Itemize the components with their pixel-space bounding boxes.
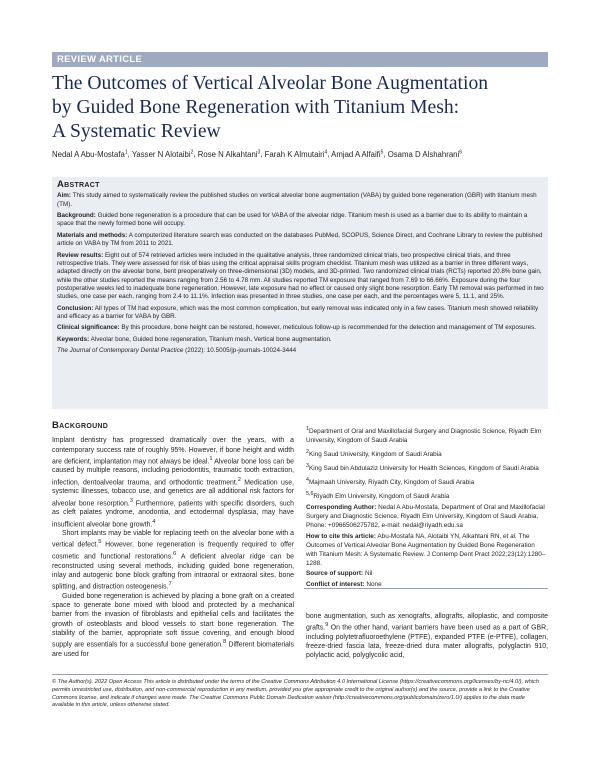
title-line: A Systematic Review (52, 121, 221, 142)
affiliation: $^2$King Saud University, Kingdom of Saudi Arabia (306, 448, 442, 459)
background-heading: Background (52, 420, 109, 431)
author: Rose N Alkahtani$^3$ (197, 149, 261, 159)
footer-divider (52, 674, 548, 675)
affiliation: $^{5,6}$Riyadh Elm University, Kingdom of Saudi Arabia (306, 491, 450, 501)
abstract-significance: Clinical significance: By this procedure, bone height can be restored, however, meticulous follow-up is recommended for the detection and management of TM exposures. (57, 324, 537, 332)
abstract-methods: Materials and methods: A computerized literature search was conducted on the databases PubMed, SCOPUS, Science Direct, and Cochrane Library to review the published article on VABA by TM from 2011 to 2021. (57, 231, 543, 248)
article-info (306, 425, 546, 592)
abstract-results: Review results: Eight out of 574 retrieved articles were included in the qualitative analysis, three randomized clinical trials, two prospective clinical trials, and three retrospective trials. They were assessed for risk of bias using the critical appraisal skills program checklist. Titanium mesh was utilized as a barrier in three different ways, adapted directly on the alveolar bone, bent preoperatively on three-dimensional (3D) models, and 3D-printed. Two randomized clinical trials (RCTs) reported 20.8% bone gain, while the other studies reported the means ranging from 2.56 to 4.78 mm. All studies reported TM exposure that ranged from 7.69 to 66.66%. Exposure during the four postoperative weeks led to inadequate bone regeneration. However, late exposure had no effect or caused only slight bone resorption. Early TM removal was performed in two studies, one case per each, ranging from 2.4 to 11.1%. Infection was presented in three studies, one case per each, and the percentages were 5, 11.1, and 25%. (57, 251, 544, 301)
abstract-citation: The Journal of Contemporary Dental Practice (2022): 10.5005/jp-journals-10024-3444 (57, 347, 297, 355)
paragraph: Guided bone regeneration is achieved by placing a bone graft on a created space to generate bone mixed with blood and protected by a mechanical barrier from the invasion of fibroblasts and epithelial cells and facilitates the growth of osteoblasts and blood vessels to start bone regeneration. The stability of the barrier, appropriate soft tissue covering, and enough blood supply are essentials for a successful bone generation.$^8$ Different biomaterials are used for (52, 592, 294, 658)
abstract-conclusion: Conclusion: All types of TM had exposure, which was the most common complication, but early removal was indicated only in a few cases. Titanium mesh showed reliability and efficacy as a barrier for VABA by GBR. (57, 304, 539, 320)
author: Amjad A Alfaifi$^5$ (331, 149, 384, 159)
conflict-of-interest: Conflict of interest: None (306, 581, 382, 589)
abstract (57, 181, 545, 359)
abstract-aim: Aim: This study aimed to systematically review the published studies on vertical alveolar bone augmentation (VABA) by guided bone regeneration (GBR) with titanium mesh (TM). (57, 192, 537, 208)
source-of-support: Source of support: Nil (306, 570, 373, 578)
corresponding-author: Corresponding Author: Nedal A Abu-Mostafa, Department of Oral and Maxillofacial Surgery and Diagnostic Science, Riyadh Elm University, Kingdom of Saudi Arabia, Phone: +0966506275782, e-mail: nedal@riyadh.edu.sa (306, 504, 545, 529)
how-to-cite: How to cite this article: Abu-Mostafa NA, Alotaibi YN, Alkahtani RN, et al. The Outcomes of Vertical Alveolar Bone Augmentation by Guided Bone Regeneration with Titanium Mesh: A Systematic Review. J Contemp Dent Pract 2022;23(12):1280–1288. (306, 532, 546, 567)
affiliation: $^1$Department of Oral and Maxillofacial Surgery and Diagnostic Science, Riyadh Elm University, Kingdom of Saudi Arabia (306, 426, 542, 445)
affiliation: $^4$Majmaah University, Riyadh City, Kingdom of Saudi Arabia (306, 477, 475, 487)
right-column-text (306, 612, 548, 661)
author: Farah K Almutairi$^4$ (264, 149, 328, 159)
author: Osama D Alshahrani$^6$ (387, 149, 463, 159)
title-line: by Guided Bone Regeneration with Titanium Mesh: (52, 97, 460, 118)
abstract-heading: Abstract (57, 179, 100, 190)
article-title (52, 72, 552, 144)
article-type-banner: REVIEW ARTICLE (52, 52, 548, 67)
paragraph: Implant dentistry has progressed dramatically over the years, with a contemporary success rate of roughly 95%. However, if bone height and width are deficient, implantation may not always be ideal.$^1$ Alveolar bone loss can be caused by multiple reasons, including periodontitis, traumatic tooth extraction, infection, dentoalveolar trauma, and orthodontic treatment.$^2$ Medication use, systemic illnesses, tobacco use, and genetics are all additional risk factors for alveolar bone resorption.$^3$ Furthermore, patients with specific disorders, such as cleft palates yndrome, anodontia, and ectodermal dysplasia, may have insufficient alveolar bone growth.$^4$ (52, 437, 294, 528)
author: Nedal A Abu-Mostafa$^1$ (52, 149, 128, 159)
abstract-keywords: Keywords: Alveolar bone, Guided bone regeneration, Titanium mesh, Vertical bone augmentation. (57, 335, 332, 343)
license-footer: © The Author(s). 2022 Open Access This article is distributed under the terms of the Creative Commons Attribution 4.0 International License (https://creativecommons.org/licenses/by-nc/4.0/), which permits unrestricted use, distribution, and non-commercial reproduction in any medium, provided you give appropriate credit to the original author(s) and the source, provide a link to the Creative Commons license, and indicate if changes were made. The Creative Commons Public Domain Dedication waiver (http://creativecommons.org/publicdomain/zero/1.0/) applies to the data made available in this article, unless otherwise stated. (52, 679, 539, 709)
background-section (52, 421, 294, 659)
author: Yasser N Alotaibi$^2$ (131, 149, 194, 159)
paragraph: bone augmentation, such as xenografts, allografts, alloplastic, and composite grafts.$^9$ On the other hand, variant barriers have been used as a part of GBR, including polytetrafluoroethylene (PTFE), expanded PTFE (e-PTFE), collagen, freeze-dried fascia lata, freeze-dried dura mater allografts, polyglactin 910, polylactic acid, polyglycolic acid, (306, 613, 548, 660)
affiliation: $^3$King Saud bin Abdulaziz University for Health Sciences, Kingdom of Saudi Arabia (306, 462, 539, 473)
paragraph: Short implants may be viable for replacing teeth on the alveolar bone with a vertical defect.$^5$ However, bone regeneration is frequently required to offer cosmetic and functional restorations.$^6$ A deficient alveolar ridge can be reconstructed using several methods, including guided bone regeneration, inlay and autogenic bone block grafting from intraoral or extraoral sites, bone splitting, and distraction osteogenesis.$^7$ (52, 530, 294, 591)
author-list: Nedal A Abu-Mostafa$^1$, Yasser N Alotaibi$^2$, Rose N Alkahtani$^3$, Farah K Almutairi$^4$, Amjad A Alfaifi$^5$, Osama D Alshahrani$^6$ (52, 149, 463, 159)
abstract-background: Background: Guided bone regeneration is a procedure that can be used for VABA of the alveolar ridge. Titanium mesh is used as a barrier due to its ability to maintain a space that the newly formed bone will occupy. (57, 212, 528, 228)
title-line: The Outcomes of Vertical Alveolar Bone Augmentation (52, 73, 489, 94)
